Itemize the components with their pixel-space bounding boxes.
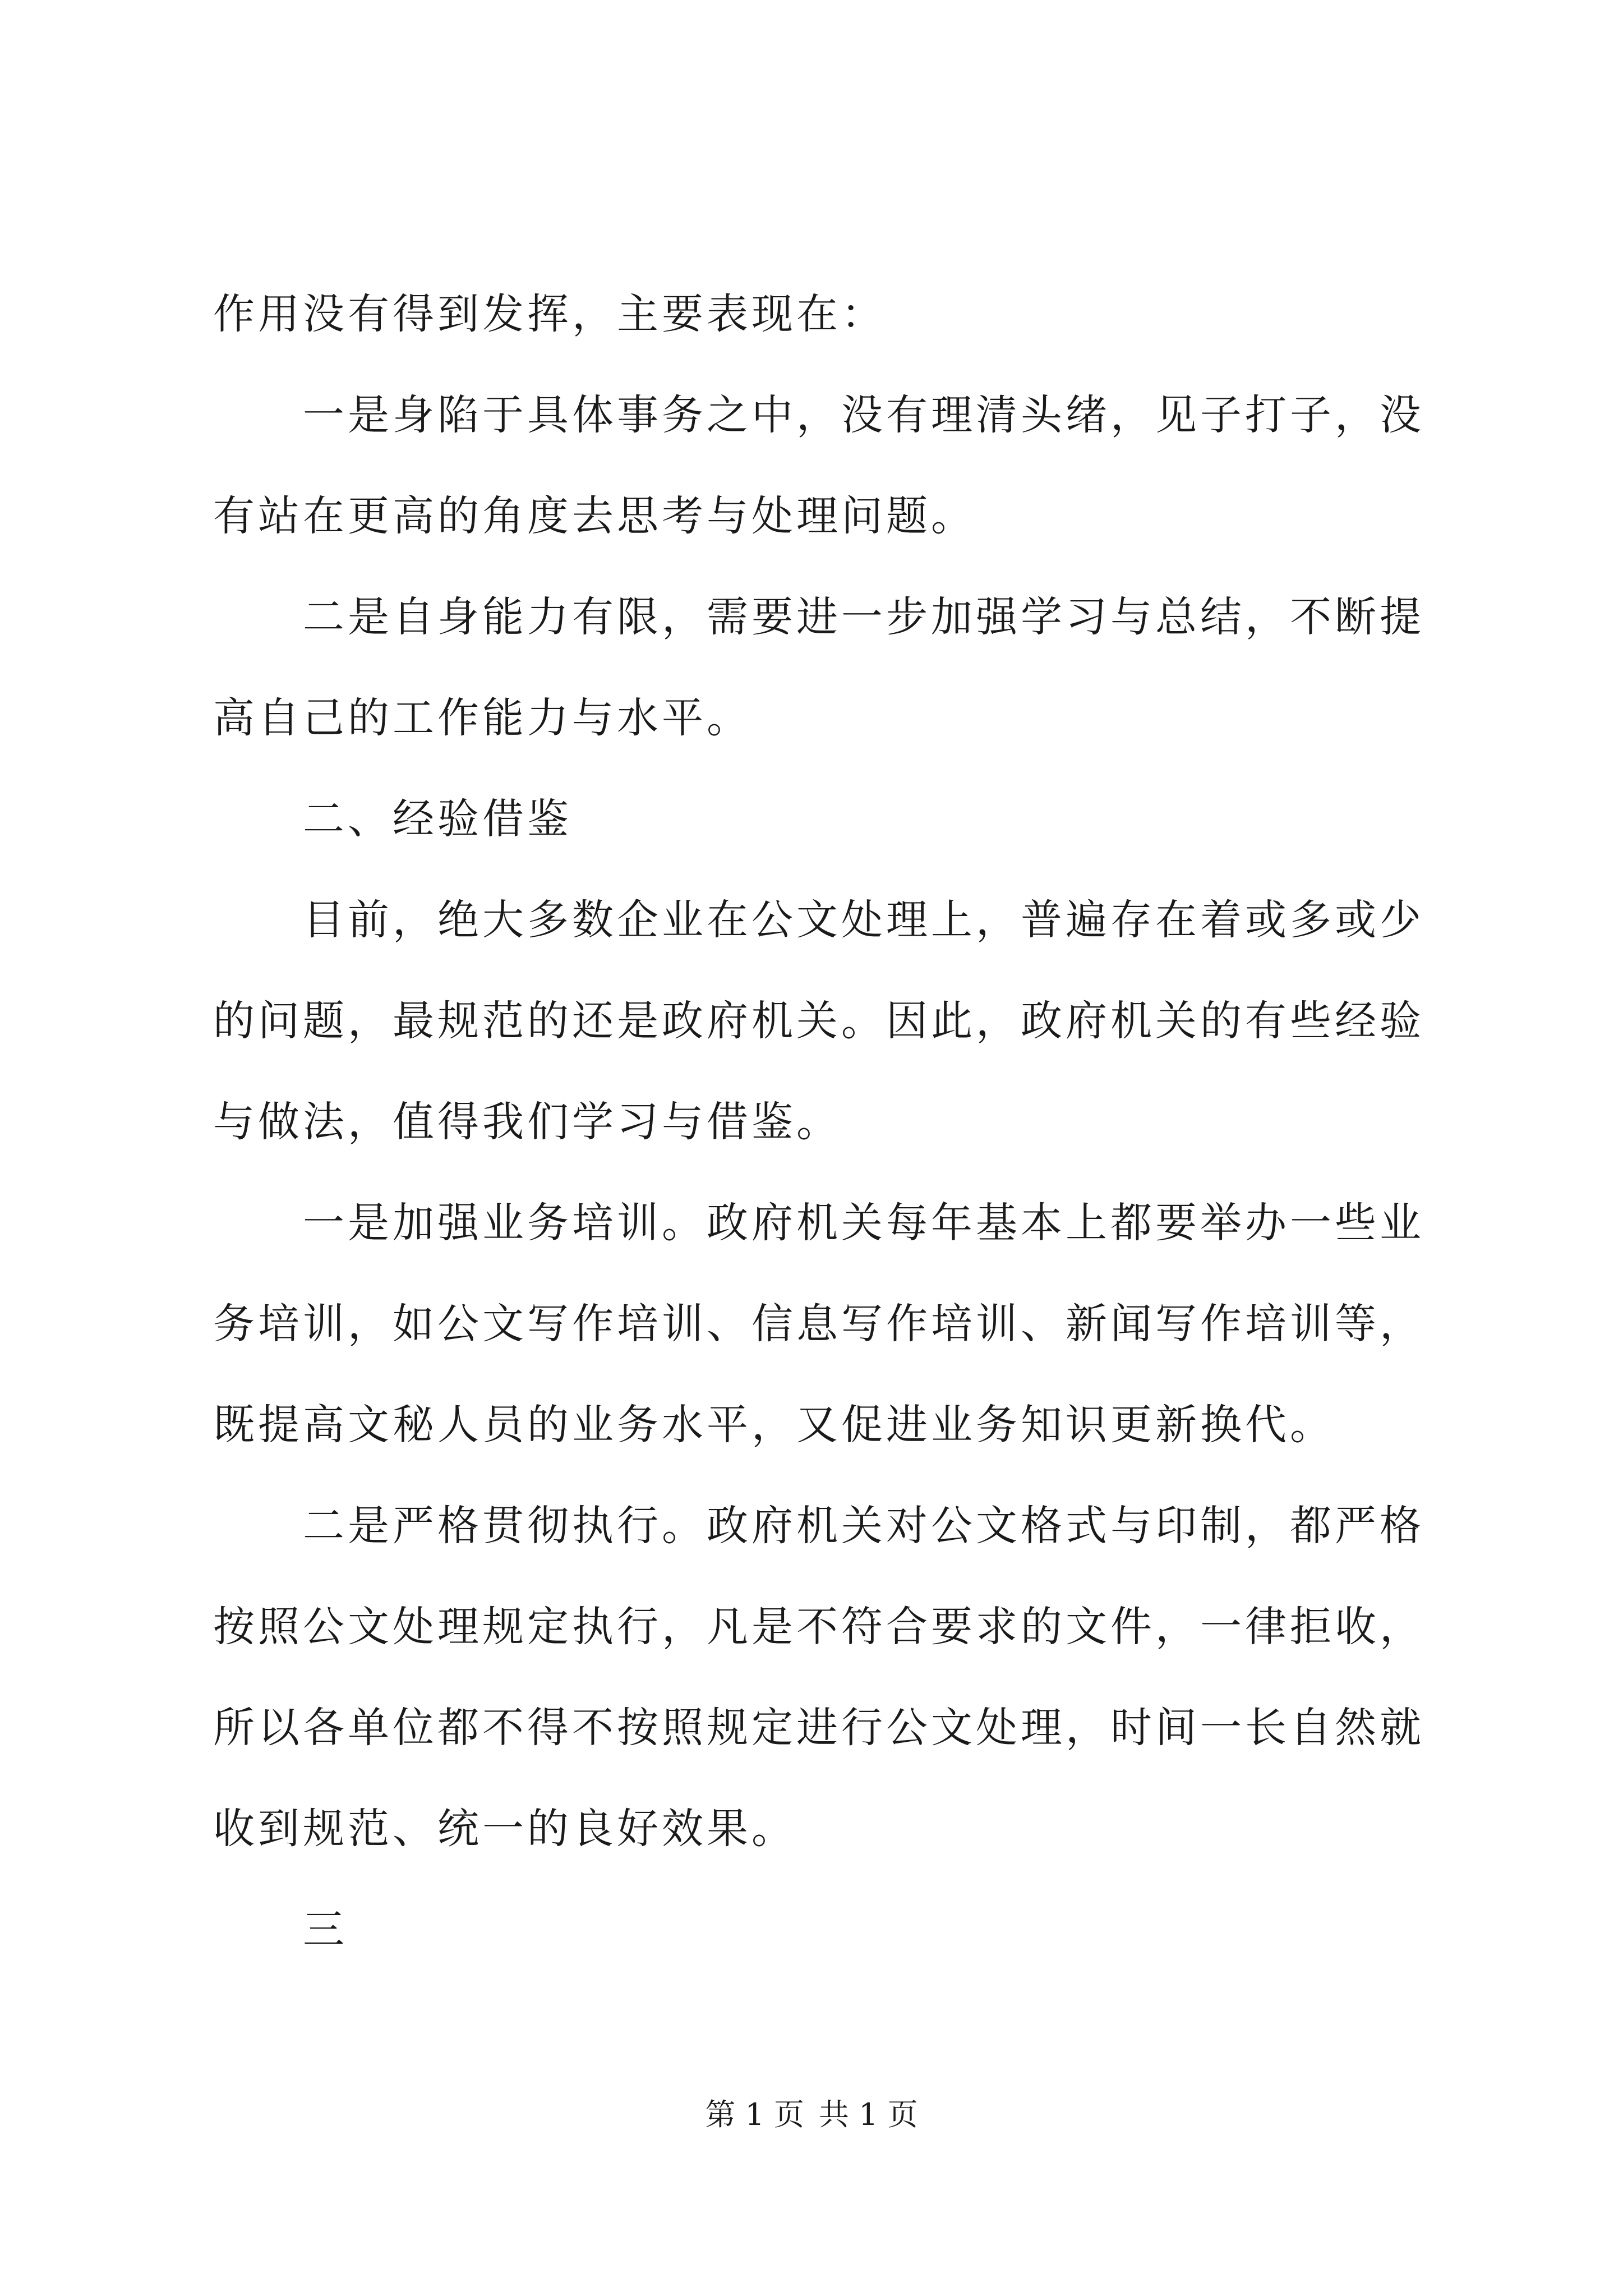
page-total: 共 1 页 bbox=[819, 2097, 918, 2132]
paragraph: 二是严格贯彻执行。政府机关对公文格式与印制，都严格按照公文处理规定执行，凡是不符合要求的文件，一律拒收，所以各单位都不得不按照规定进行公文处理，时间一长自然就收到规范、统一的良好效果。 bbox=[213, 1502, 1424, 1853]
paragraph: 目前，绝大多数企业在公文处理上，普遍存在着或多或少的问题，最规范的还是政府机关。因此，政府机关的有些经验与做法，值得我们学习与借鉴。 bbox=[213, 896, 1424, 1146]
paragraph: 一是加强业务培训。政府机关每年基本上都要举办一些业务培训，如公文写作培训、信息写作培训、新闻写作培训等，既提高文秘人员的业务水平，又促进业务知识更新换代。 bbox=[213, 1199, 1424, 1449]
page-number: 第 1 页 bbox=[705, 2097, 804, 2132]
section-heading: 三 bbox=[303, 1906, 348, 1954]
paragraph: 二是自身能力有限，需要进一步加强学习与总结，不断提高自己的工作能力与水平。 bbox=[213, 593, 1424, 742]
section-heading: 二、经验借鉴 bbox=[303, 795, 572, 843]
paragraph: 作用没有得到发挥，主要表现在： bbox=[213, 290, 886, 338]
document-body bbox=[213, 264, 1424, 1980]
paragraph: 一是身陷于具体事务之中，没有理清头绪，见子打子，没有站在更高的角度去思考与处理问题。 bbox=[213, 391, 1424, 540]
page-footer bbox=[0, 2095, 1623, 2134]
